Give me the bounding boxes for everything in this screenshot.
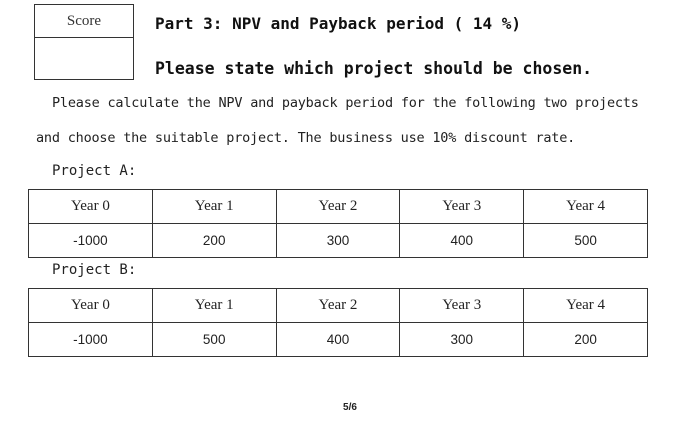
table-header-cell: Year 3 [400,289,524,323]
table-header-cell: Year 4 [524,289,648,323]
table-header-row [29,289,648,323]
project-b-label: Project B: [52,262,137,278]
table-cell: 400 [400,224,524,258]
table-cell: -1000 [29,323,153,357]
project-a-table [28,189,648,258]
table-cell: 300 [400,323,524,357]
table-header-cell: Year 3 [400,190,524,224]
table-header-cell: Year 0 [29,190,153,224]
table-header-cell: Year 1 [152,190,276,224]
table-cell: 200 [524,323,648,357]
score-label: Score [35,5,133,38]
project-a-label: Project A: [52,163,137,179]
table-cell: 500 [152,323,276,357]
table-cell: 300 [276,224,400,258]
table-header-cell: Year 2 [276,190,400,224]
table-header-cell: Year 2 [276,289,400,323]
table-header-cell: Year 4 [524,190,648,224]
table-header-row [29,190,648,224]
table-header-cell: Year 0 [29,289,153,323]
table-cell: 200 [152,224,276,258]
table-row [29,224,648,258]
instruction-line-1: Please calculate the NPV and payback period for the following two projects [52,95,639,111]
table-cell: -1000 [29,224,153,258]
part-title: Part 3: NPV and Payback period ( 14 %) [155,14,522,33]
table-cell: 400 [276,323,400,357]
page-number: 5/6 [343,402,357,413]
instruction-line-2: and choose the suitable project. The business use 10% discount rate. [36,130,576,146]
score-box [34,4,134,80]
part-subtitle: Please state which project should be chosen. [155,59,593,78]
project-b-table [28,288,648,357]
table-cell: 500 [524,224,648,258]
score-value-field [35,38,133,78]
table-row [29,323,648,357]
table-header-cell: Year 1 [152,289,276,323]
